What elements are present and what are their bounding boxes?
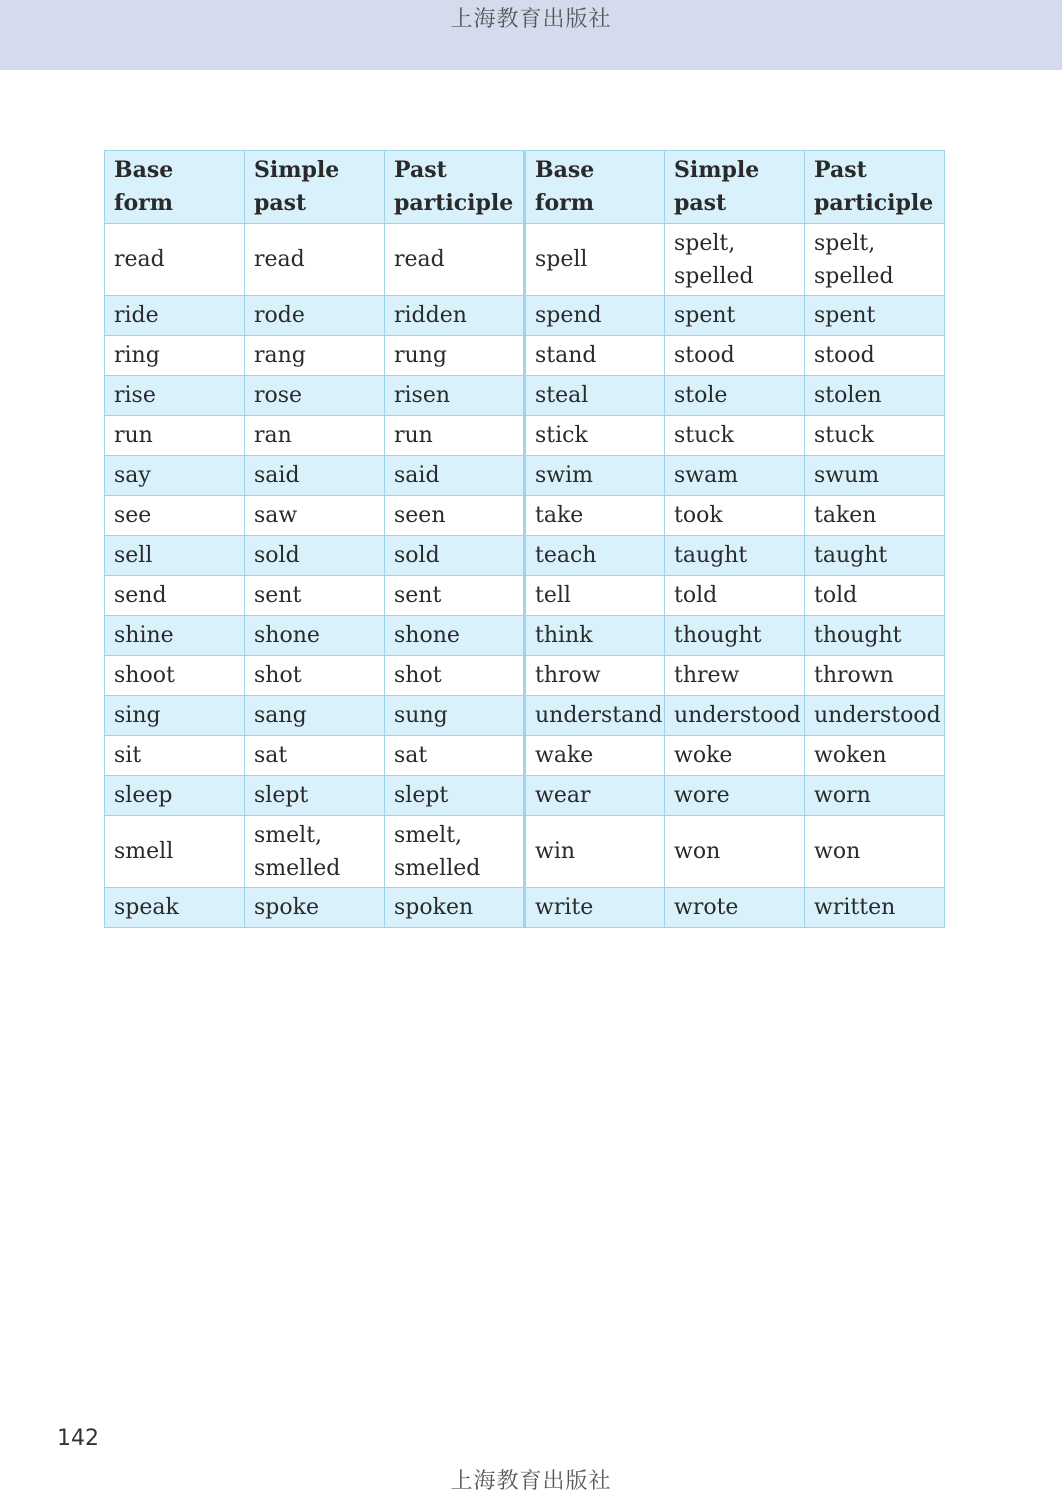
cell-past-participle: seen [385, 496, 525, 536]
cell-past-participle: read [385, 224, 525, 296]
header-simple-past: Simple past [245, 151, 385, 224]
cell-simple-past-2: wrote [665, 888, 805, 928]
cell-simple-past-2: stuck [665, 416, 805, 456]
cell-simple-past-2: thought [665, 616, 805, 656]
cell-base-form-2: stand [525, 336, 665, 376]
table-row [105, 888, 945, 928]
cell-past-participle: smelt, smelled [385, 816, 525, 888]
cell-base-form-2: take [525, 496, 665, 536]
cell-simple-past: shone [245, 616, 385, 656]
cell-simple-past-2: woke [665, 736, 805, 776]
cell-simple-past-2: took [665, 496, 805, 536]
cell-base-form-2: stick [525, 416, 665, 456]
cell-simple-past: sold [245, 536, 385, 576]
cell-base-form-2: teach [525, 536, 665, 576]
cell-past-participle-2: taken [805, 496, 945, 536]
header-simple-past-2: Simple past [665, 151, 805, 224]
cell-past-participle-2: spent [805, 296, 945, 336]
table-row [105, 736, 945, 776]
cell-past-participle: run [385, 416, 525, 456]
header-base-form-2: Base form [525, 151, 665, 224]
cell-simple-past: rose [245, 376, 385, 416]
cell-simple-past: rang [245, 336, 385, 376]
cell-simple-past: saw [245, 496, 385, 536]
cell-past-participle-2: woken [805, 736, 945, 776]
cell-past-participle: rung [385, 336, 525, 376]
cell-base-form: ring [105, 336, 245, 376]
table-row [105, 224, 945, 296]
cell-past-participle-2: worn [805, 776, 945, 816]
cell-simple-past-2: told [665, 576, 805, 616]
cell-past-participle-2: understood [805, 696, 945, 736]
table-row [105, 536, 945, 576]
cell-past-participle-2: thrown [805, 656, 945, 696]
cell-past-participle-2: won [805, 816, 945, 888]
cell-simple-past-2: wore [665, 776, 805, 816]
cell-simple-past-2: spelt, spelled [665, 224, 805, 296]
cell-base-form: send [105, 576, 245, 616]
cell-base-form: shoot [105, 656, 245, 696]
header-base-form: Base form [105, 151, 245, 224]
table-row [105, 296, 945, 336]
table-row [105, 816, 945, 888]
cell-past-participle: spoken [385, 888, 525, 928]
cell-simple-past: sat [245, 736, 385, 776]
table-row [105, 416, 945, 456]
cell-base-form: sit [105, 736, 245, 776]
cell-base-form-2: throw [525, 656, 665, 696]
table-row [105, 576, 945, 616]
table-row [105, 656, 945, 696]
cell-base-form-2: spend [525, 296, 665, 336]
cell-past-participle-2: spelt, spelled [805, 224, 945, 296]
cell-past-participle: ridden [385, 296, 525, 336]
cell-past-participle: sat [385, 736, 525, 776]
header-past-participle-2: Past participle [805, 151, 945, 224]
cell-base-form: speak [105, 888, 245, 928]
cell-past-participle: said [385, 456, 525, 496]
cell-past-participle: sold [385, 536, 525, 576]
table-row [105, 616, 945, 656]
cell-simple-past: ran [245, 416, 385, 456]
cell-past-participle-2: stood [805, 336, 945, 376]
cell-past-participle: risen [385, 376, 525, 416]
cell-simple-past: spoke [245, 888, 385, 928]
cell-simple-past-2: stood [665, 336, 805, 376]
cell-base-form: ride [105, 296, 245, 336]
cell-simple-past-2: taught [665, 536, 805, 576]
cell-simple-past: rode [245, 296, 385, 336]
cell-base-form-2: understand [525, 696, 665, 736]
cell-past-participle: slept [385, 776, 525, 816]
cell-simple-past-2: won [665, 816, 805, 888]
cell-base-form-2: wear [525, 776, 665, 816]
cell-simple-past: sang [245, 696, 385, 736]
cell-base-form: smell [105, 816, 245, 888]
cell-base-form-2: write [525, 888, 665, 928]
cell-base-form: shine [105, 616, 245, 656]
irregular-verbs-table [104, 150, 945, 928]
cell-past-participle-2: taught [805, 536, 945, 576]
cell-base-form: read [105, 224, 245, 296]
cell-simple-past: shot [245, 656, 385, 696]
table-row [105, 376, 945, 416]
table-row [105, 496, 945, 536]
cell-base-form: rise [105, 376, 245, 416]
cell-simple-past: said [245, 456, 385, 496]
cell-past-participle-2: written [805, 888, 945, 928]
cell-base-form-2: think [525, 616, 665, 656]
cell-past-participle-2: stuck [805, 416, 945, 456]
publisher-footer: 上海教育出版社 [450, 1469, 612, 1494]
cell-base-form-2: wake [525, 736, 665, 776]
table-header-row [105, 151, 945, 224]
cell-simple-past-2: threw [665, 656, 805, 696]
cell-simple-past-2: spent [665, 296, 805, 336]
cell-base-form: sleep [105, 776, 245, 816]
table-row [105, 696, 945, 736]
cell-base-form-2: steal [525, 376, 665, 416]
cell-simple-past: smelt, smelled [245, 816, 385, 888]
cell-base-form: run [105, 416, 245, 456]
table-row [105, 776, 945, 816]
cell-base-form-2: spell [525, 224, 665, 296]
header-past-participle: Past participle [385, 151, 525, 224]
cell-base-form: see [105, 496, 245, 536]
cell-past-participle-2: thought [805, 616, 945, 656]
cell-past-participle: sung [385, 696, 525, 736]
cell-past-participle: sent [385, 576, 525, 616]
cell-base-form: say [105, 456, 245, 496]
cell-simple-past-2: swam [665, 456, 805, 496]
table-row [105, 336, 945, 376]
table-row [105, 456, 945, 496]
publisher-header: 上海教育出版社 [450, 7, 612, 32]
cell-simple-past-2: understood [665, 696, 805, 736]
cell-past-participle-2: told [805, 576, 945, 616]
cell-base-form-2: swim [525, 456, 665, 496]
cell-base-form: sell [105, 536, 245, 576]
cell-simple-past-2: stole [665, 376, 805, 416]
cell-base-form-2: tell [525, 576, 665, 616]
cell-base-form: sing [105, 696, 245, 736]
cell-simple-past: read [245, 224, 385, 296]
page-number: 142 [57, 1426, 99, 1451]
cell-past-participle-2: stolen [805, 376, 945, 416]
cell-base-form-2: win [525, 816, 665, 888]
cell-past-participle: shot [385, 656, 525, 696]
cell-past-participle: shone [385, 616, 525, 656]
cell-past-participle-2: swum [805, 456, 945, 496]
cell-simple-past: sent [245, 576, 385, 616]
cell-simple-past: slept [245, 776, 385, 816]
